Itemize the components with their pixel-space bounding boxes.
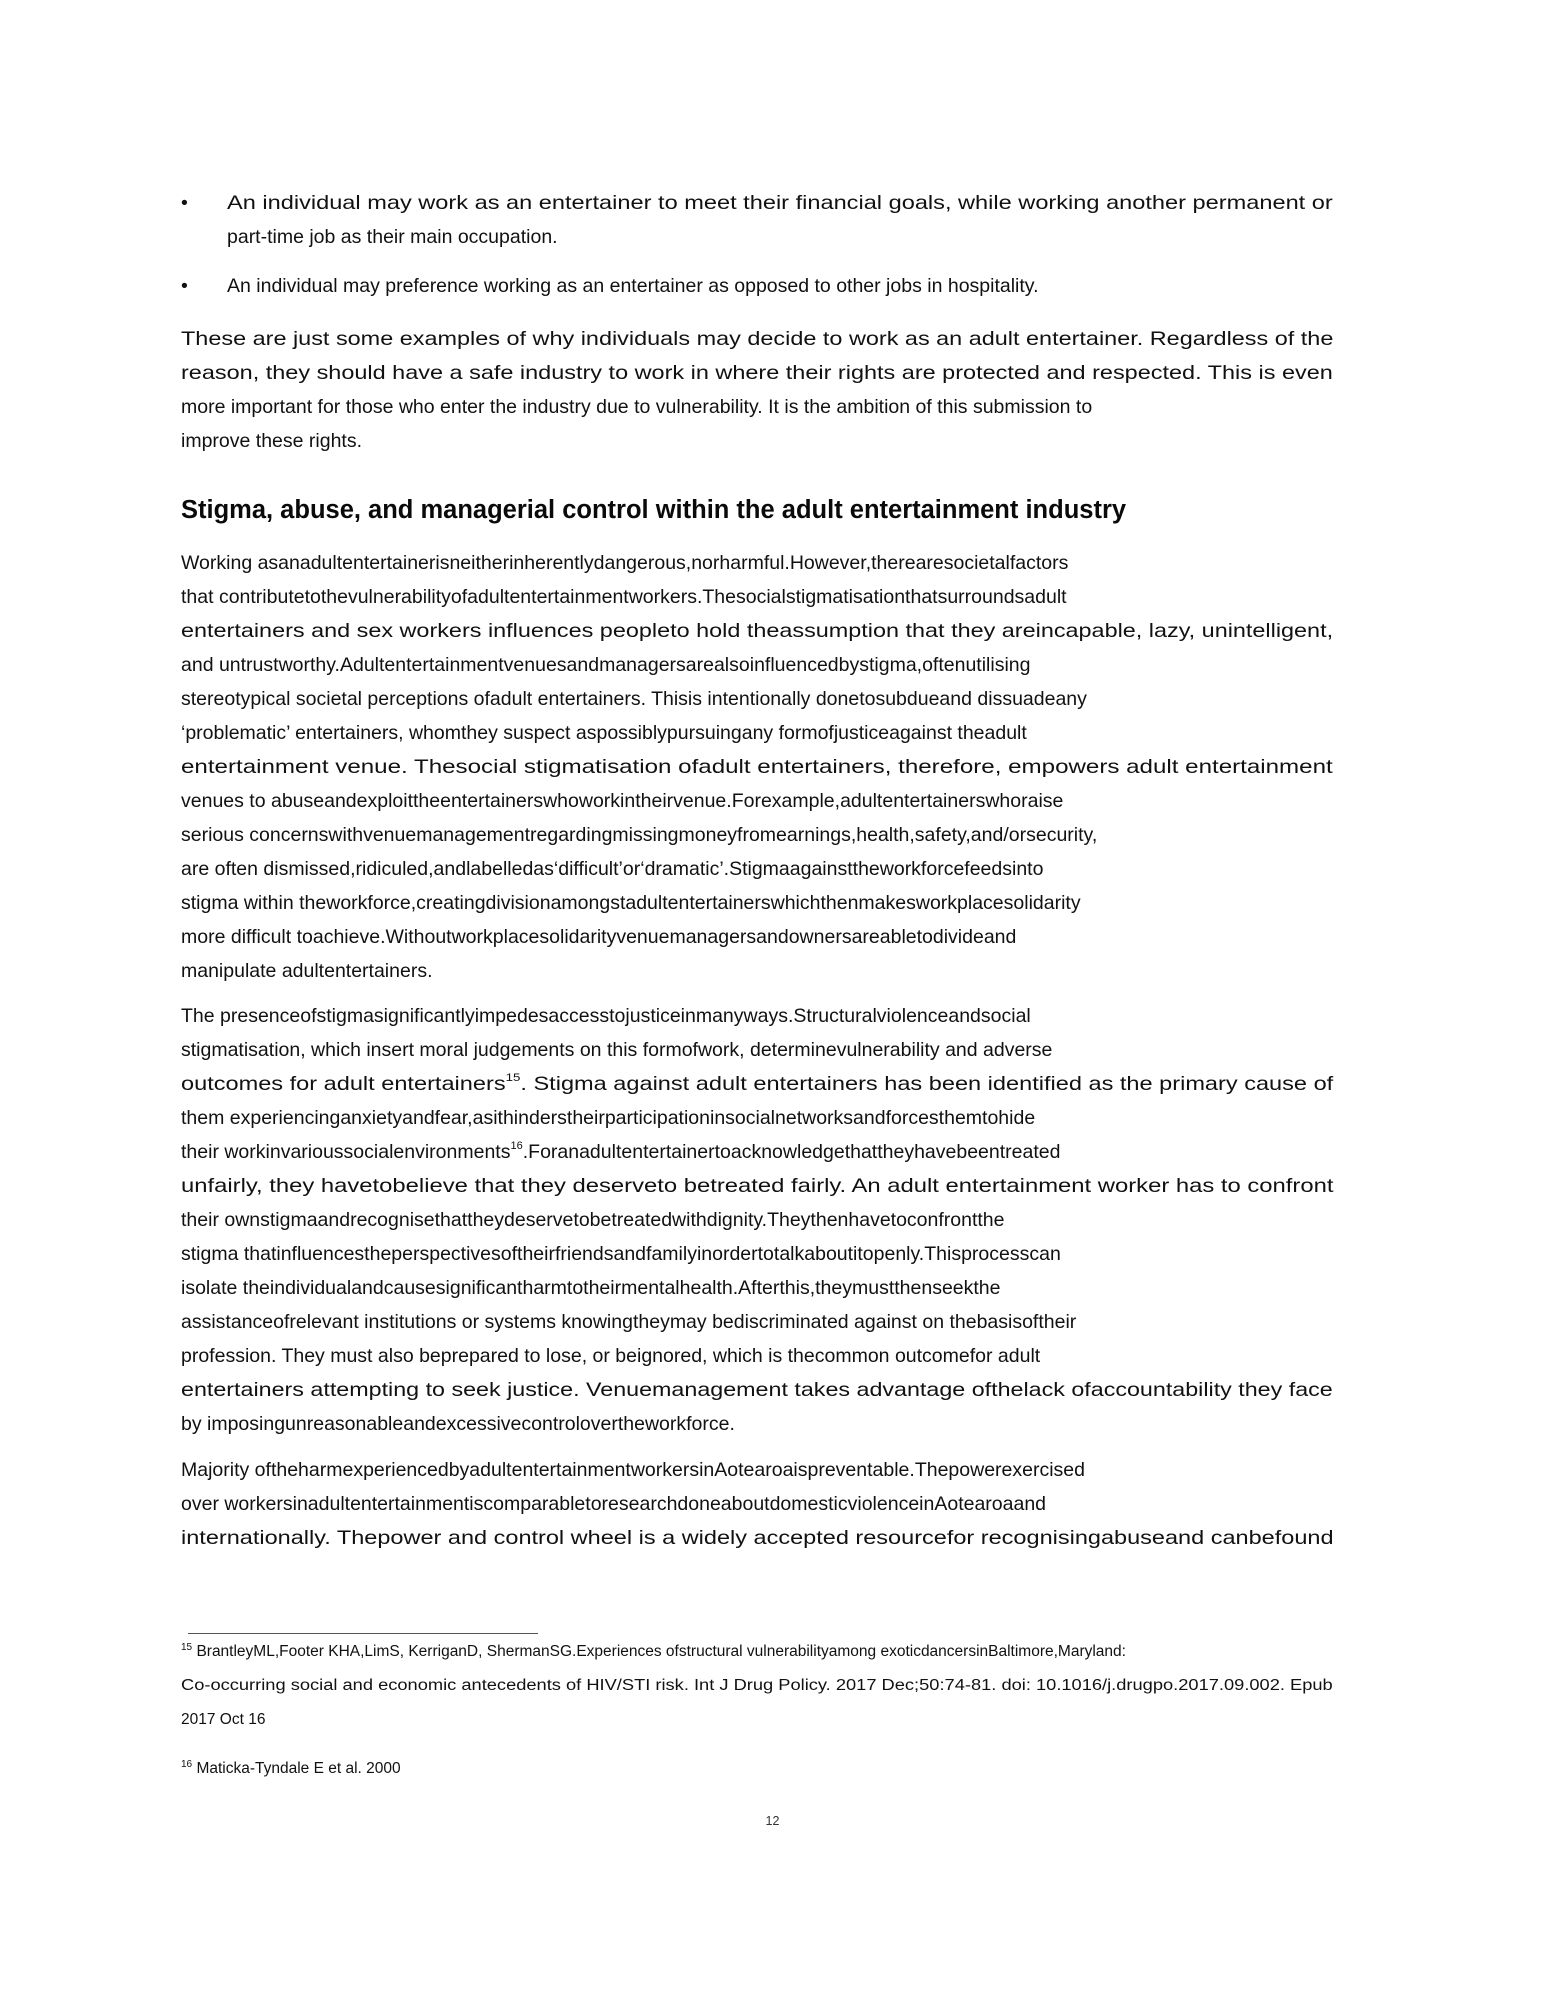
- text-line: that contributetothevulnerabilityofadultentertainmentworkers.Thesocialstigmatisationthatsurroundsadult: [181, 586, 1067, 608]
- footnote-number: 16: [181, 1759, 193, 1770]
- text-line: An individual may work as an entertainer to meet their financial goals, while working another permanent or: [227, 192, 1333, 214]
- text-run: profession. They must also beprepared to lose, or beignored, which is thecommon outcomefor adult: [181, 1345, 1041, 1367]
- text-run: their ownstigmaandrecognisethattheydeservetobetreatedwithdignity.Theythenhavetoconfrontthe: [181, 1209, 1005, 1231]
- text-line: stereotypical societal perceptions ofadult entertainers. Thisis intentionally donetosubdueand dissuadeany: [181, 688, 1087, 710]
- text-line: [181, 1033, 1333, 1067]
- text-line: serious concernswithvenuemanagementregardingmissingmoneyfromearnings,health,safety,and/orsecurity,: [181, 824, 1098, 846]
- text-line: more difficult toachieve.Withoutworkplacesolidarityvenuemanagersandownersareabletodivideand: [181, 926, 1017, 948]
- text-line: and untrustworthy.Adultentertainmentvenuesandmanagersarealsoinfluencedbystigma,oftenutilising: [181, 654, 1031, 676]
- text-line: [181, 1169, 1545, 1203]
- footnote-line: [181, 1752, 1333, 1786]
- text-run: their workinvarioussocialenvironments: [181, 1141, 511, 1163]
- text-line: [181, 1237, 1333, 1271]
- footnote-line: [181, 1635, 1333, 1669]
- paragraph-justice: [181, 999, 1333, 1441]
- paragraph-stigma: [181, 546, 1333, 988]
- footnote-number: 15: [181, 1642, 193, 1653]
- text-line: [181, 1271, 1333, 1305]
- text-line: over workersinadultentertainmentiscomparabletoresearchdoneaboutdomesticviolenceinAotearoaand: [181, 1493, 1047, 1515]
- footnote-16: [181, 1752, 1333, 1786]
- text-line: [181, 1135, 1333, 1169]
- footnote-reference-16[interactable]: 16: [510, 1140, 523, 1152]
- text-line: venues to abuseandexploittheentertainerswhoworkintheirvenue.Forexample,adultentertainerswhoraise: [181, 790, 1064, 812]
- text-line: ‘problematic’ entertainers, whomthey suspect aspossiblypursuingany formofjusticeagainst theadult: [181, 722, 1027, 744]
- bullet-icon: •: [181, 275, 188, 297]
- text-run: unfairly, they havetobelieve that they deserveto betreated fairly. An adult entertainment worker has to confront: [181, 1175, 1334, 1197]
- text-line: Majority oftheharmexperiencedbyadultentertainmentworkersinAotearoaispreventable.Thepowerexercised: [181, 1459, 1085, 1481]
- text-run: isolate theindividualandcausesignificantharmtotheirmentalhealth.Afterthis,theymustthenseekthe: [181, 1277, 1001, 1299]
- text-line: internationally. Thepower and control wheel is a widely accepted resourcefor recognisingabuseand canbefound: [181, 1527, 1334, 1549]
- text-run: 2017 Oct 16: [181, 1711, 266, 1728]
- text-line: An individual may preference working as an entertainer as opposed to other jobs in hospitality.: [227, 275, 1039, 297]
- text-line: Working asanadultentertainerisneitherinherentlydangerous,norharmful.However,therearesocietalfactors: [181, 552, 1069, 574]
- text-line: reason, they should have a safe industry to work in where their rights are protected and respected. This is even: [181, 362, 1333, 384]
- text-line: [181, 1339, 1333, 1373]
- paragraph-preventable: [181, 1453, 1333, 1555]
- text-run: by imposingunreasonableandexcessivecontrolovertheworkforce.: [181, 1413, 735, 1435]
- text-run: stigmatisation, which insert moral judgements on this formofwork, determinevulnerability and adverse: [181, 1039, 1053, 1061]
- text-line: [181, 1305, 1333, 1339]
- footnote-15: [181, 1635, 1333, 1737]
- text-run: assistanceofrelevant institutions or systems knowingtheymay bediscriminated against on thebasisoftheir: [181, 1311, 1077, 1333]
- text-line: part-time job as their main occupation.: [227, 226, 558, 248]
- text-run: The presenceofstigmasignificantlyimpedesaccesstojusticeinmanyways.Structuralviolenceandsocial: [181, 1005, 1031, 1027]
- text-run: BrantleyML,Footer KHA,LimS, KerriganD, ShermanSG.Experiences ofstructural vulnerabilityamong exoticdancersinBaltimore,Maryland:: [196, 1643, 1126, 1660]
- footnote-separator: [188, 1633, 538, 1634]
- bullet-text: [227, 269, 1333, 303]
- text-run: . Stigma against adult entertainers has been identified as the primary cause of: [520, 1073, 1334, 1095]
- text-line: [181, 1373, 1545, 1407]
- text-line: [181, 1407, 1333, 1441]
- text-line: entertainment venue. Thesocial stigmatisation ofadult entertainers, therefore, empowers adult entertainment: [181, 756, 1333, 778]
- text-line: These are just some examples of why individuals may decide to work as an adult entertainer. Regardless of the: [181, 328, 1334, 350]
- text-run: them experiencinganxietyandfear,asithinderstheirparticipationinsocialnetworksandforcesthemtohide: [181, 1107, 1036, 1129]
- text-run: .Foranadultentertainertoacknowledgethattheyhavebeentreated: [522, 1141, 1061, 1163]
- footnote-line: [181, 1703, 1333, 1737]
- text-line: entertainers and sex workers influences peopleto hold theassumption that they areincapable, lazy, unintelligent,: [181, 620, 1334, 642]
- text-line: more important for those who enter the industry due to vulnerability. It is the ambition of this submission to: [181, 396, 1093, 418]
- text-line: are often dismissed,ridiculed,andlabelledas‘difficult’or‘dramatic’.Stigmaagainsttheworkforcefeedsinto: [181, 858, 1044, 880]
- page-number: 12: [765, 1814, 780, 1828]
- text-run: Maticka-Tyndale E et al. 2000: [196, 1760, 401, 1777]
- text-line: stigma within theworkforce,creatingdivisionamongstadultentertainerswhichthenmakesworkplacesolidarity: [181, 892, 1081, 914]
- text-line: [181, 999, 1333, 1033]
- footnote-line: [181, 1669, 1539, 1703]
- text-line: [181, 1101, 1333, 1135]
- text-line: improve these rights.: [181, 430, 362, 452]
- text-line: [181, 1203, 1333, 1237]
- text-run: entertainers attempting to seek justice. Venuemanagement takes advantage ofthelack ofaccountability they face: [181, 1379, 1333, 1401]
- bullet-icon: •: [181, 192, 188, 214]
- text-line: manipulate adultentertainers.: [181, 960, 433, 982]
- text-run: stigma thatinfluencestheperspectivesoftheirfriendsandfamilyinordertotalkaboutitopenly.Thisprocesscan: [181, 1243, 1061, 1265]
- text-run: outcomes for adult entertainers: [181, 1073, 506, 1095]
- bullet-text: [227, 186, 1333, 254]
- intro-paragraph: [181, 322, 1333, 458]
- text-line: [181, 1067, 1545, 1101]
- footnote-reference-15[interactable]: 15: [505, 1072, 521, 1084]
- text-run: Co-occurring social and economic antecedents of HIV/STI risk. Int J Drug Policy. 2017 Dec;50:74-81. doi: 10.1016/j.drugpo.2017.09.002. Epub: [181, 1677, 1333, 1694]
- section-heading: Stigma, abuse, and managerial control within the adult entertainment industry: [181, 496, 1127, 524]
